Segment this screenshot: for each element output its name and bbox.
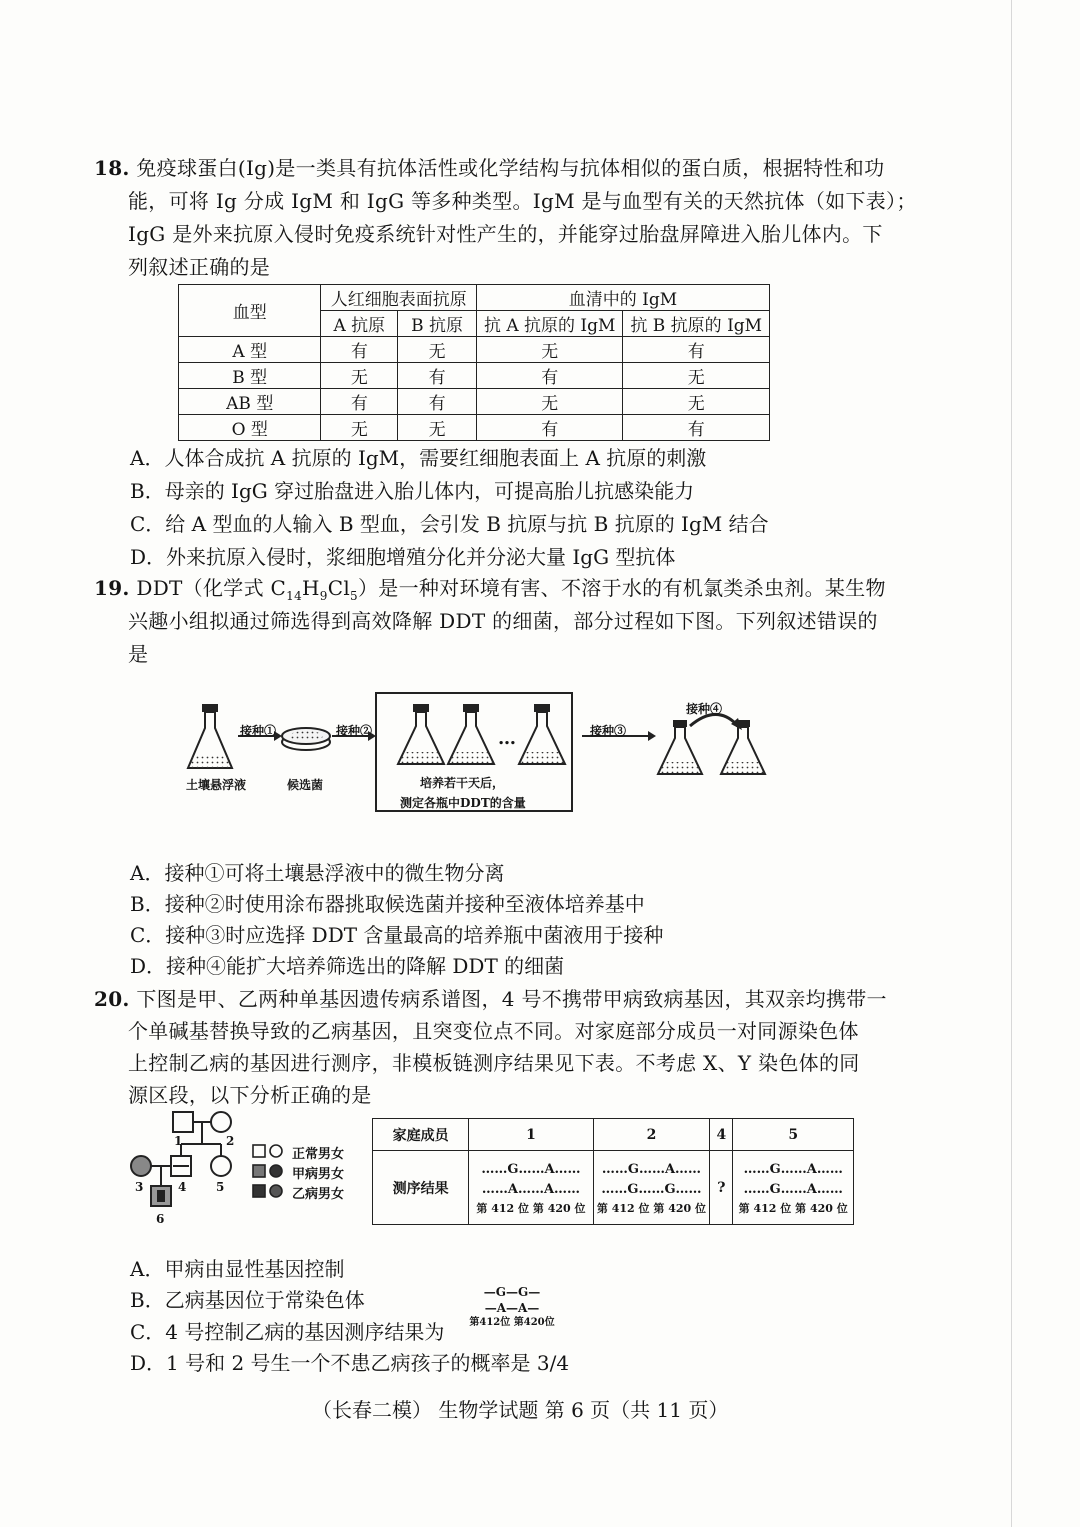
cell: 有 xyxy=(623,415,770,441)
label-inoc-1: 接种① xyxy=(240,724,277,738)
q19-number: 19. xyxy=(94,576,130,600)
q19-option-b: B．接种②时使用涂布器挑取候选菌并接种至液体培养基中 xyxy=(130,892,645,916)
q18-line-4: 列叙述正确的是 xyxy=(128,255,271,279)
seq-5-bottom: ……G……A…… xyxy=(743,1181,843,1197)
th-anti-a-igm: 抗 A 抗原的 IgM xyxy=(476,311,623,337)
seq-cell-4: ? xyxy=(710,1151,733,1225)
cell: 有 xyxy=(398,363,477,389)
q19-line-2: 兴趣小组拟通过筛选得到高效降解 DDT 的细菌，部分过程如下图。下列叙述错误的 xyxy=(128,609,878,633)
transfer-flask-1-icon xyxy=(658,720,702,774)
cell: 有 xyxy=(321,389,398,415)
cell: O 型 xyxy=(179,415,321,441)
box-text-2: 测定各瓶中DDT的含量 xyxy=(400,796,526,810)
q19-option-c: C．接种③时应选择 DDT 含量最高的培养瓶中菌液用于接种 xyxy=(130,923,664,947)
q18-line-2: 能，可将 Ig 分成 IgM 和 IgG 等多种类型。IgM 是与血型有关的天然抗体（如下表）； xyxy=(128,189,917,213)
ped-num-5: 5 xyxy=(216,1180,225,1194)
q18-line-1 xyxy=(94,152,884,181)
th-col-1: 1 xyxy=(469,1119,594,1151)
th-anti-b-igm: 抗 B 抗原的 IgM xyxy=(623,311,770,337)
cell: 无 xyxy=(398,337,477,363)
culture-flask-1-icon xyxy=(398,704,444,764)
ped-num-6: 6 xyxy=(156,1212,165,1226)
pos-420: 第 420 位 xyxy=(532,1201,586,1215)
q20-number: 20. xyxy=(94,987,130,1011)
q18-option-a: A．人体合成抗 A 抗原的 IgM，需要红细胞表面上 A 抗原的刺激 xyxy=(130,446,707,470)
label-soil: 土壤悬浮液 xyxy=(186,778,247,792)
cell: 无 xyxy=(476,389,623,415)
q18-number: 18. xyxy=(94,156,130,180)
q20-line-4: 源区段，以下分析正确的是 xyxy=(128,1083,372,1107)
q18-line-3: IgG 是外来抗原入侵时免疫系统针对性产生的，并能穿过胎盘屏障进入胎儿体内。下 xyxy=(128,222,883,246)
pos-412: 第 412 位 xyxy=(738,1201,792,1215)
th-col-2: 2 xyxy=(593,1119,709,1151)
q20-option-c: C．4 号控制乙病的基因测序结果为 xyxy=(130,1320,445,1344)
blood-type-table xyxy=(178,284,770,441)
table-row xyxy=(179,415,770,441)
ped-num-2: 2 xyxy=(226,1134,235,1148)
legend-jia: 甲病男女 xyxy=(292,1167,345,1182)
cell: 无 xyxy=(476,337,623,363)
th-serum-igm: 血清中的 IgM xyxy=(476,285,769,311)
pos-420: 第 420 位 xyxy=(795,1201,848,1215)
seq-cell-5 xyxy=(733,1151,854,1225)
member-1-male xyxy=(173,1112,193,1132)
q18-text-1: 免疫球蛋白(Ig)是一类具有抗体活性或化学结构与抗体相似的蛋白质，根据特性和功 xyxy=(136,156,885,180)
th-rbc-antigen: 人红细胞表面抗原 xyxy=(321,285,476,311)
table-row xyxy=(179,389,770,415)
soil-flask-icon xyxy=(188,704,232,768)
seq-cell-2 xyxy=(593,1151,709,1225)
ped-num-3: 3 xyxy=(135,1180,144,1194)
cell: AB 型 xyxy=(179,389,321,415)
pedigree-legend-icons xyxy=(252,1144,288,1204)
pos-412: 第 412 位 xyxy=(596,1201,650,1215)
culture-flask-3-icon xyxy=(519,704,565,764)
ped-num-4: 4 xyxy=(178,1180,187,1194)
seq-1-bottom: ……A……A…… xyxy=(481,1181,581,1197)
cell: B 型 xyxy=(179,363,321,389)
member-3-female-jia xyxy=(131,1156,151,1176)
cell: 无 xyxy=(321,415,398,441)
member-2-female xyxy=(211,1112,231,1132)
cell: A 型 xyxy=(179,337,321,363)
cell: 有 xyxy=(476,363,623,389)
label-inoc-3: 接种③ xyxy=(590,724,627,738)
legend-jia-male-icon xyxy=(253,1165,265,1177)
page-edge xyxy=(1011,0,1012,1527)
th-seq-result: 测序结果 xyxy=(373,1151,469,1225)
q19-option-d: D．接种④能扩大培养筛选出的降解 DDT 的细菌 xyxy=(130,954,565,978)
q19-sub-1: 14 xyxy=(286,589,303,603)
transfer-flask-2-icon xyxy=(721,720,765,774)
q19-text-d: ）是一种对环境有害、不溶于水的有机氯类杀虫剂。某生物 xyxy=(357,576,886,600)
seq-1-top: ……G……A…… xyxy=(481,1161,581,1177)
q20-line-3: 上控制乙病的基因进行测序，非模板链测序结果见下表。不考虑 X、Y 染色体的同 xyxy=(128,1051,860,1075)
q19-line-1 xyxy=(94,572,886,603)
option-c-pos-412: 第412位 xyxy=(469,1317,511,1328)
th-family-member: 家庭成员 xyxy=(373,1119,469,1151)
pos-420: 第 420 位 xyxy=(653,1201,706,1215)
q20-option-b: B．乙病基因位于常染色体 xyxy=(130,1288,365,1312)
q20-option-d: D．1 号和 2 号生一个不患乙病孩子的概率是 3/4 xyxy=(130,1351,570,1375)
q18-option-d: D．外来抗原入侵时，浆细胞增殖分化并分泌大量 IgG 型抗体 xyxy=(130,545,676,569)
box-text-1: 培养若干天后， xyxy=(420,776,505,790)
option-c-pos-420: 第420位 xyxy=(513,1317,555,1328)
q19-line-3: 是 xyxy=(128,642,149,666)
q19-option-a: A．接种①可将土壤悬浮液中的微生物分离 xyxy=(130,861,505,885)
option-c-seq-bottom: —A—A— xyxy=(484,1301,540,1315)
cell: 无 xyxy=(623,363,770,389)
th-b-antigen: B 抗原 xyxy=(398,311,477,337)
q19-text-c: Cl xyxy=(327,576,351,600)
pedigree-chart xyxy=(125,1110,245,1230)
option-c-seq-top: —G—G— xyxy=(483,1285,541,1299)
legend-yi-female-icon xyxy=(270,1185,282,1197)
petri-dish-icon xyxy=(282,728,330,750)
cell: 无 xyxy=(321,363,398,389)
cell: 有 xyxy=(321,337,398,363)
q18-option-b: B．母亲的 IgG 穿过胎盘进入胎儿体内，可提高胎儿抗感染能力 xyxy=(130,479,695,503)
seq-2-top: ……G……A…… xyxy=(601,1161,702,1177)
flask-ellipsis: … xyxy=(498,728,516,749)
member-5-female xyxy=(211,1156,231,1176)
cell: 有 xyxy=(476,415,623,441)
legend-normal-female-icon xyxy=(270,1145,282,1157)
seq-5-top: ……G……A…… xyxy=(743,1161,843,1177)
cell: 无 xyxy=(398,415,477,441)
th-col-5: 5 xyxy=(733,1119,854,1151)
culture-flask-2-icon xyxy=(448,704,494,764)
legend-jia-female-icon xyxy=(270,1165,282,1177)
th-blood-type: 血型 xyxy=(179,285,321,337)
ped-num-1: 1 xyxy=(174,1134,183,1148)
label-inoc-2: 接种② xyxy=(336,724,373,738)
label-inoc-4: 接种④ xyxy=(686,702,723,716)
q19-sub-2: 9 xyxy=(319,589,328,603)
q18-option-c: C．给 A 型血的人输入 B 型血，会引发 B 抗原与抗 B 抗原的 IgM 结合 xyxy=(130,512,769,536)
th-a-antigen: A 抗原 xyxy=(321,311,398,337)
q19-text-a: DDT（化学式 C xyxy=(136,576,287,600)
legend-yi-male-icon xyxy=(253,1185,265,1197)
q20-option-a: A．甲病由显性基因控制 xyxy=(130,1257,345,1281)
cell: 有 xyxy=(623,337,770,363)
q20-line-2: 个单碱基替换导致的乙病基因，且突变位点不同。对家庭部分成员一对同源染色体 xyxy=(128,1019,859,1043)
legend-normal-male-icon xyxy=(253,1145,265,1157)
page-footer: （长春二模） 生物学试题 第 6 页（共 11 页） xyxy=(312,1398,729,1422)
q20-line-1 xyxy=(94,983,887,1012)
option-c-sequence xyxy=(462,1285,562,1329)
q19-text-b: H xyxy=(302,576,320,600)
cell: 无 xyxy=(623,389,770,415)
table-row xyxy=(179,363,770,389)
cell: 有 xyxy=(398,389,477,415)
th-col-4: 4 xyxy=(710,1119,733,1151)
q19-sub-3: 5 xyxy=(350,589,358,603)
pos-412: 第 412 位 xyxy=(476,1201,530,1215)
q20-text-1: 下图是甲、乙两种单基因遗传病系谱图，4 号不携带甲病致病基因，其双亲均携带一 xyxy=(136,987,887,1011)
legend-normal: 正常男女 xyxy=(292,1147,345,1162)
seq-2-bottom: ……G……G…… xyxy=(601,1181,702,1197)
table-row xyxy=(179,337,770,363)
sequencing-table xyxy=(372,1118,854,1225)
label-candidate: 候选菌 xyxy=(287,778,324,792)
legend-yi: 乙病男女 xyxy=(292,1187,345,1202)
seq-cell-1 xyxy=(469,1151,594,1225)
